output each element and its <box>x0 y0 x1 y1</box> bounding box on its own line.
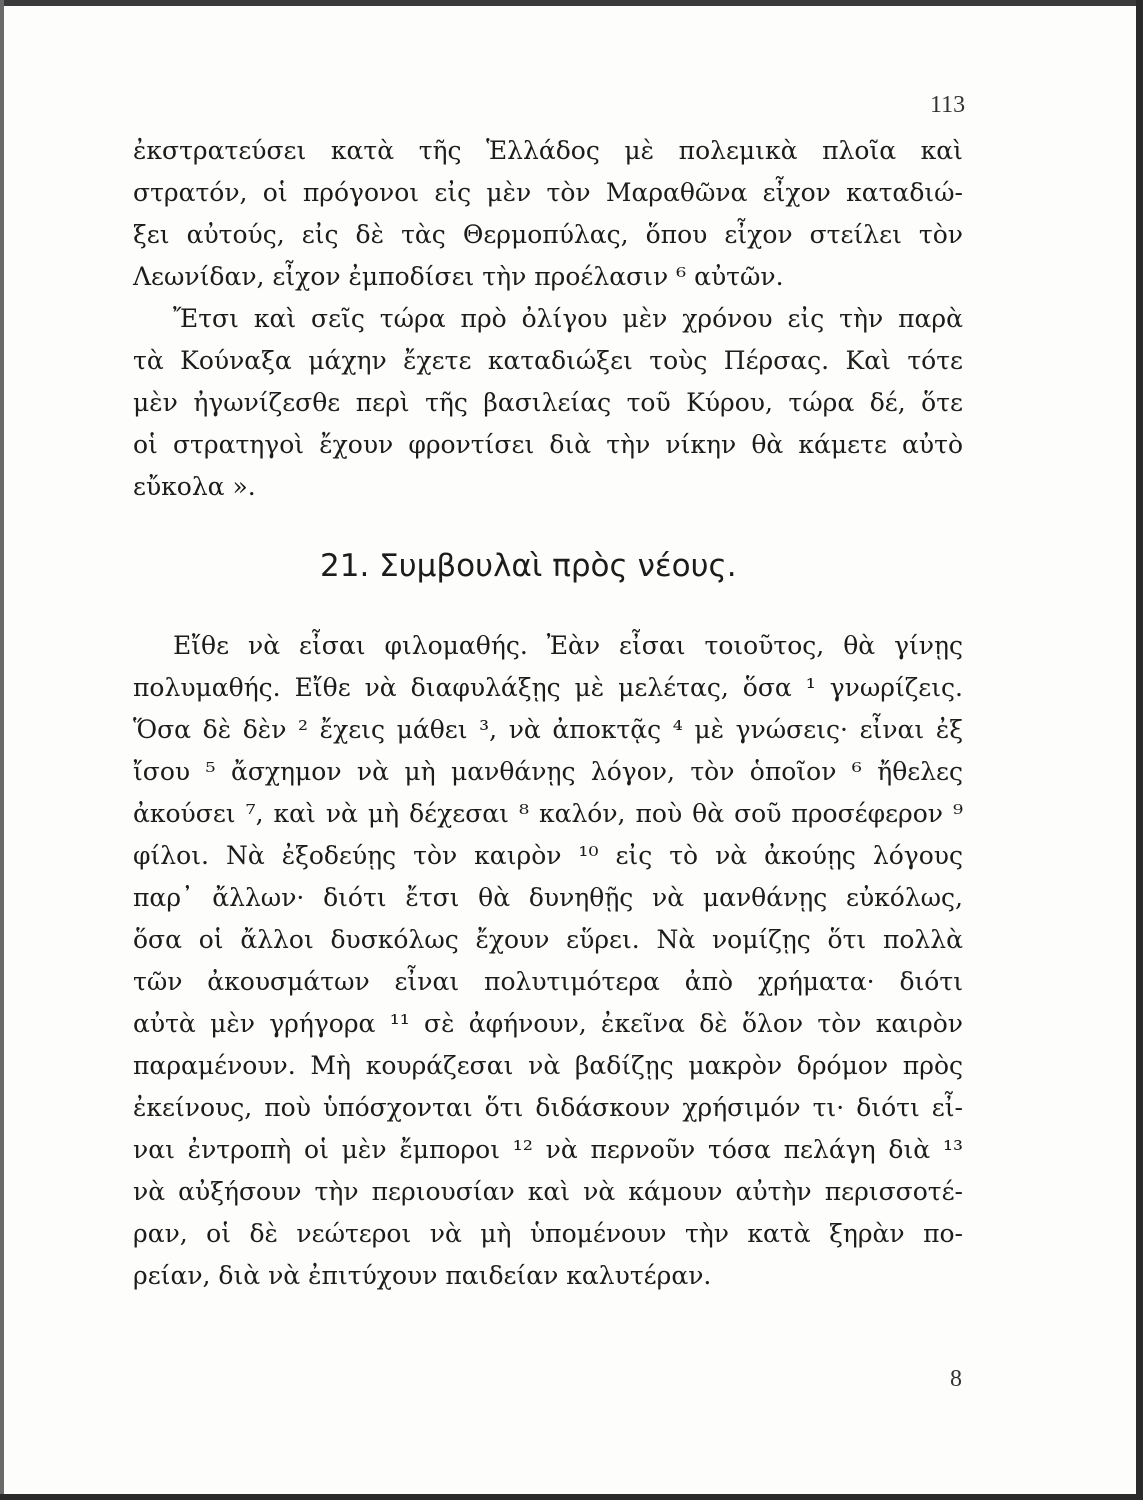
text-line: φίλοι. Νὰ ἐξοδεύῃς τὸν καιρὸν ¹⁰ εἰς τὸ νὰ ἀκούῃς λόγους <box>133 841 963 870</box>
paragraph-continuation <box>133 130 963 508</box>
text-line: Ὅσα δὲ δὲν ² ἔχεις μάθει ³, νὰ ἀποκτᾷς ⁴ μὲ γνώσεις· εἶναι ἐξ <box>133 715 963 744</box>
text-line: ἀκούσει ⁷, καὶ νὰ μὴ δέχεσαι ⁸ καλόν, ποὺ θὰ σοῦ προσέφερον ⁹ <box>133 799 963 828</box>
paragraph-advice <box>133 625 963 1297</box>
text-line: αὐτὰ μὲν γρήγορα ¹¹ σὲ ἀφήνουν, ἐκεῖνα δὲ ὅλον τὸν καιρὸν <box>133 1009 963 1038</box>
text-line: στρατόν, οἱ πρόγονοι εἰς μὲν τὸν Μαραθῶνα εἶχον καταδιώ- <box>133 178 963 207</box>
scan-edge-top <box>0 0 1143 6</box>
text-line: ναι ἐντροπὴ οἱ μὲν ἔμποροι ¹² νὰ περνοῦν τόσα πελάγη διὰ ¹³ <box>133 1135 963 1164</box>
section-heading: 21. Συμβουλαὶ πρὸς νέους. <box>320 548 737 584</box>
text-line: ρείαν, διὰ νὰ ἐπιτύχουν παιδείαν καλυτέραν. <box>133 1261 712 1290</box>
text-line: μὲν ἠγωνίζεσθε περὶ τῆς βασιλείας τοῦ Κύρου, τώρα δέ, ὅτε <box>133 388 963 417</box>
text-line: Λεωνίδαν, εἶχον ἐμποδίσει τὴν προέλασιν ⁶ αὐτῶν. <box>133 262 784 291</box>
text-line: Εἴθε νὰ εἶσαι φιλομαθής. Ἐὰν εἶσαι τοιοῦτος, θὰ γίνῃς <box>173 631 963 660</box>
text-line: ἐκείνους, ποὺ ὑπόσχονται ὅτι διδάσκουν χρήσιμόν τι· διότι εἶ- <box>133 1093 963 1122</box>
text-line: Ἔτσι καὶ σεῖς τώρα πρὸ ὀλίγου μὲν χρόνου εἰς τὴν παρὰ <box>173 304 963 333</box>
text-line: οἱ στρατηγοὶ ἔχουν φροντίσει διὰ τὴν νίκην θὰ κάμετε αὐτὸ <box>133 430 963 459</box>
scan-edge-right <box>1136 0 1143 1500</box>
text-line: ξει αὐτούς, εἰς δὲ τὰς Θερμοπύλας, ὅπου εἶχον στείλει τὸν <box>133 220 963 249</box>
text-line: εὔκολα ». <box>133 472 256 501</box>
page-number: 113 <box>930 92 966 118</box>
text-line: παρ᾽ ἄλλων· διότι ἔτσι θὰ δυνηθῇς νὰ μανθάνῃς εὐκόλως, <box>133 883 963 912</box>
text-line: τὰ Κούναξα μάχην ἔχετε καταδιώξει τοὺς Πέρσας. Καὶ τότε <box>133 346 963 375</box>
text-line: ὅσα οἱ ἄλλοι δυσκόλως ἔχουν εὕρει. Νὰ νομίζῃς ὅτι πολλὰ <box>133 925 963 954</box>
text-line: ραν, οἱ δὲ νεώτεροι νὰ μὴ ὑπομένουν τὴν κατὰ ξηρὰν πο- <box>133 1219 963 1248</box>
scan-edge-left <box>0 0 4 1500</box>
text-line: νὰ αὐξήσουν τὴν περιουσίαν καὶ νὰ κάμουν αὐτὴν περισσοτέ- <box>133 1177 963 1206</box>
text-line: παραμένουν. Μὴ κουράζεσαι νὰ βαδίζῃς μακρὸν δρόμον πρὸς <box>133 1051 963 1080</box>
scan-edge-bottom <box>0 1494 1143 1500</box>
text-line: ἐκστρατεύσει κατὰ τῆς Ἑλλάδος μὲ πολεμικὰ πλοῖα καὶ <box>133 136 963 165</box>
text-line: ἴσου ⁵ ἄσχημον νὰ μὴ μανθάνῃς λόγον, τὸν ὁποῖον ⁶ ἤθελες <box>133 757 963 786</box>
signature-mark: 8 <box>950 1366 962 1392</box>
text-line: τῶν ἀκουσμάτων εἶναι πολυτιμότερα ἀπὸ χρήματα· διότι <box>133 967 963 996</box>
text-line: πολυμαθής. Εἴθε νὰ διαφυλάξῃς μὲ μελέτας, ὅσα ¹ γνωρίζεις. <box>133 673 963 702</box>
